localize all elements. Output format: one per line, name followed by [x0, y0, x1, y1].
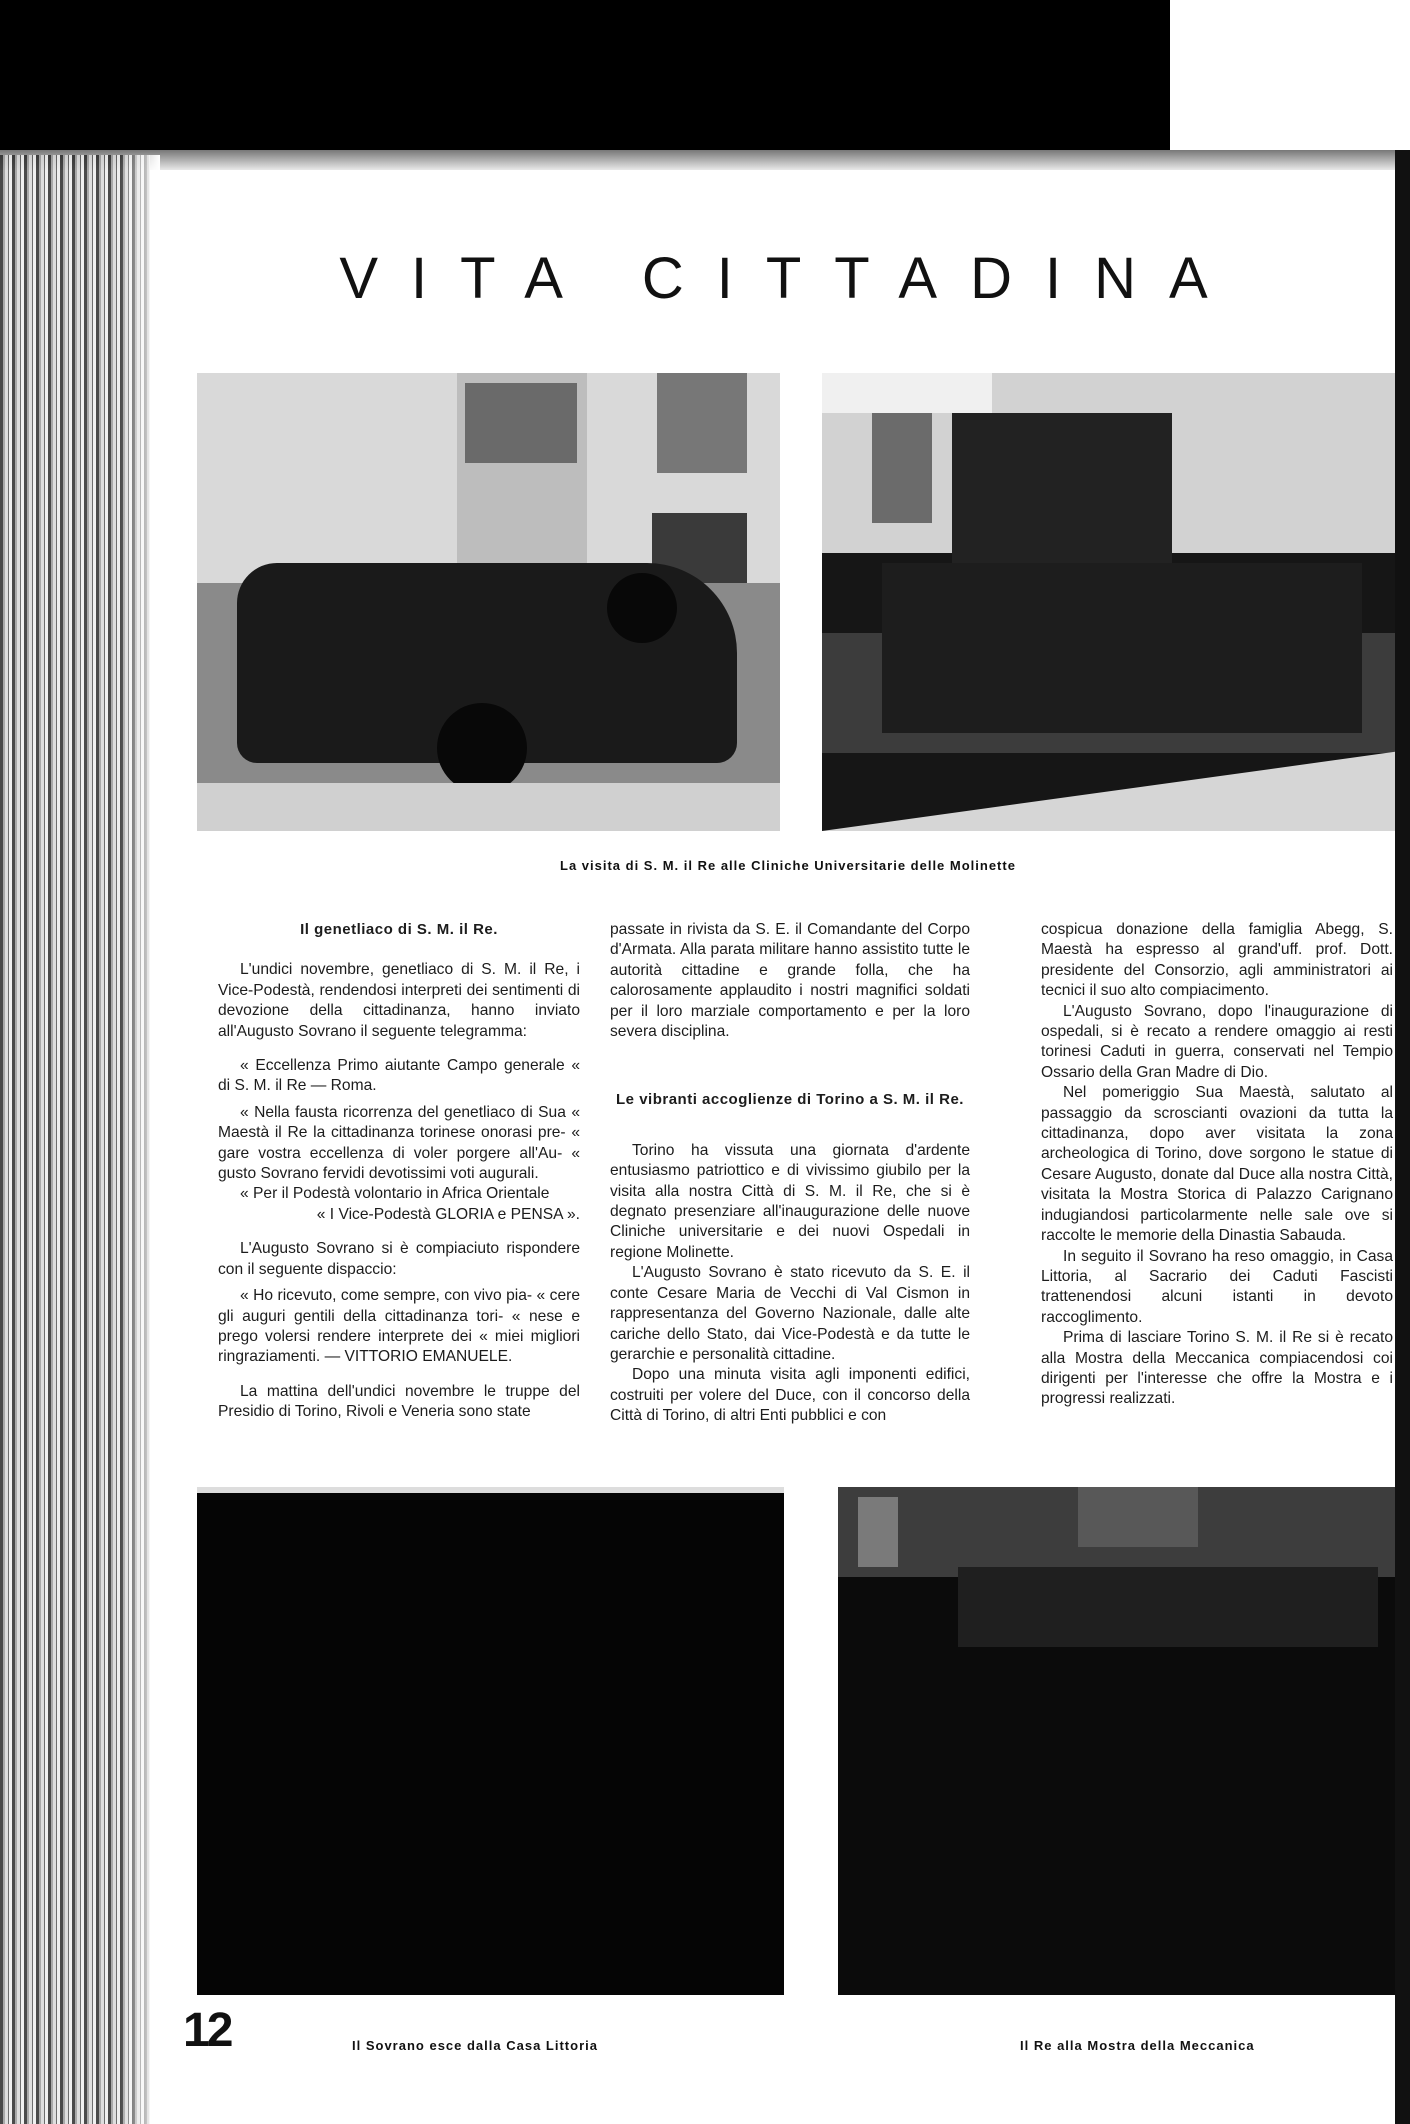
photo-mostra-meccanica	[838, 1487, 1395, 1995]
page-top-shadow	[0, 150, 1410, 170]
caption-bottom-right: Il Re alla Mostra della Meccanica	[1020, 2038, 1255, 2053]
scan-top-dark-area	[0, 0, 1175, 165]
caption-top: La visita di S. M. il Re alle Cliniche Universitarie delle Molinette	[560, 858, 1016, 873]
paragraph: cospicua donazione della famiglia Abegg, S. Maestà ha espresso al grand'uff. prof. Dott. presidente del Consorzio, agli amministratori ai tecnici il suo alto compiacimento.	[1041, 921, 1393, 1000]
paragraph: In seguito il Sovrano ha reso omaggio, in Casa Littoria, al Sacrario dei Caduti Fascisti trattenendosi alcuni istanti in devoto raccoglimento.	[1041, 1247, 1393, 1326]
photo-king-car	[197, 373, 780, 831]
article-column-3	[1041, 920, 1393, 1410]
dispatch-body: « Ho ricevuto, come sempre, con vivo pia- « cere gli auguri gentili della cittadinanza tori- « nese e prego volersi rendere interprete dei « miei migliori ringraziamenti. — VITTORIO EMANUELE.	[218, 1287, 580, 1366]
paragraph: L'Augusto Sovrano, dopo l'inaugurazione di ospedali, si è recato a rendere omaggio ai resti torinesi Caduti in guerra, conservati nel Tempio Ossario della Gran Madre di Dio.	[1041, 1002, 1393, 1081]
paragraph: Dopo una minuta visita agli imponenti edifici, costruiti per volere del Duce, con il concorso della Città di Torino, di altri Enti pubblici e con	[610, 1366, 970, 1425]
page-title: VITA CITTADINA	[339, 246, 1241, 311]
page-number: 12	[183, 2004, 231, 2057]
heading-accoglienze: Le vibranti accoglienze di Torino a S. M. il Re.	[616, 1091, 964, 1109]
heading-genetliaco: Il genetliaco di S. M. il Re.	[300, 921, 498, 938]
photo-king-entrance	[822, 373, 1395, 831]
article-column-1	[218, 920, 580, 1423]
paragraph: La mattina dell'undici novembre le truppe del Presidio di Torino, Rivoli e Veneria sono state	[218, 1382, 580, 1421]
paragraph: Prima di lasciare Torino S. M. il Re si è recato alla Mostra della Meccanica compiacendosi coi dirigenti per l'interesse che offre la Mostra e i progressi realizzati.	[1041, 1329, 1393, 1408]
telegram-line: « Per il Podestà volontario in Africa Orientale	[240, 1185, 550, 1203]
paragraph: L'undici novembre, genetliaco di S. M. il Re, i Vice-Podestà, rendendosi interpreti dei sentimenti di devozione della cittadinanza, hanno inviato all'Augusto Sovrano il seguente telegramma:	[218, 961, 580, 1040]
page-right-edge	[1395, 150, 1410, 2124]
paragraph: Nel pomeriggio Sua Maestà, salutato al passaggio da scroscianti ovazioni da tutta la cittadinanza, dopo aver visitata la zona archeologica di Torino, dove sorgono le statue di Cesare Augusto, donate dal Duce alla nostra Città, visitata la Mostra Storica di Palazzo Carignano indugiandosi particolarmente nelle sale ove si raccolte le memorie della Dinastia Sabauda.	[1041, 1084, 1393, 1245]
paragraph: L'Augusto Sovrano si è compiaciuto rispondere con il seguente dispaccio:	[218, 1240, 580, 1278]
telegram-line: « Eccellenza Primo aiutante Campo generale « di S. M. il Re — Roma.	[218, 1057, 580, 1095]
paragraph: passate in rivista da S. E. il Comandante del Corpo d'Armata. Alla parata militare hanno assistito tutte le autorità cittadine e grande folla, che ha calorosamente applaudito i nostri magnifici soldati per il loro marziale comportamento e per la loro severa disciplina.	[610, 921, 970, 1041]
photo-casa-littoria	[197, 1487, 784, 1995]
article-column-2	[610, 920, 970, 1427]
telegram-body: « Nella fausta ricorrenza del genetliaco di Sua « Maestà il Re la cittadinanza torinese onorasi pre- « gare vostra eccellenza di voler porgere all'Au- « gusto Sovrano fervidi devotissimi voti augurali.	[218, 1103, 580, 1183]
page-edge-fade	[120, 155, 160, 2124]
paragraph: Torino ha vissuta una giornata d'ardente entusiasmo patriottico e di vivissimo giubilo per la visita alla nostra Città di S. M. il Re, che si è degnato presenziare all'inaugurazione delle nuove Cliniche universitarie e dei nuovi Ospedali in regione Molinette.	[610, 1141, 970, 1261]
scan-top-right-area	[1170, 0, 1410, 165]
paragraph: L'Augusto Sovrano è stato ricevuto da S. E. il conte Cesare Maria de Vecchi di Val Cismon in rappresentanza del Governo Nazionale, dalle alte cariche dello Stato, dai Vice-Podestà e da tutte le gerarchie e personalità cittadine.	[610, 1264, 970, 1363]
caption-bottom-left: Il Sovrano esce dalla Casa Littoria	[352, 2038, 598, 2053]
telegram-signature: « I Vice-Podestà GLORIA e PENSA ».	[316, 1205, 580, 1223]
